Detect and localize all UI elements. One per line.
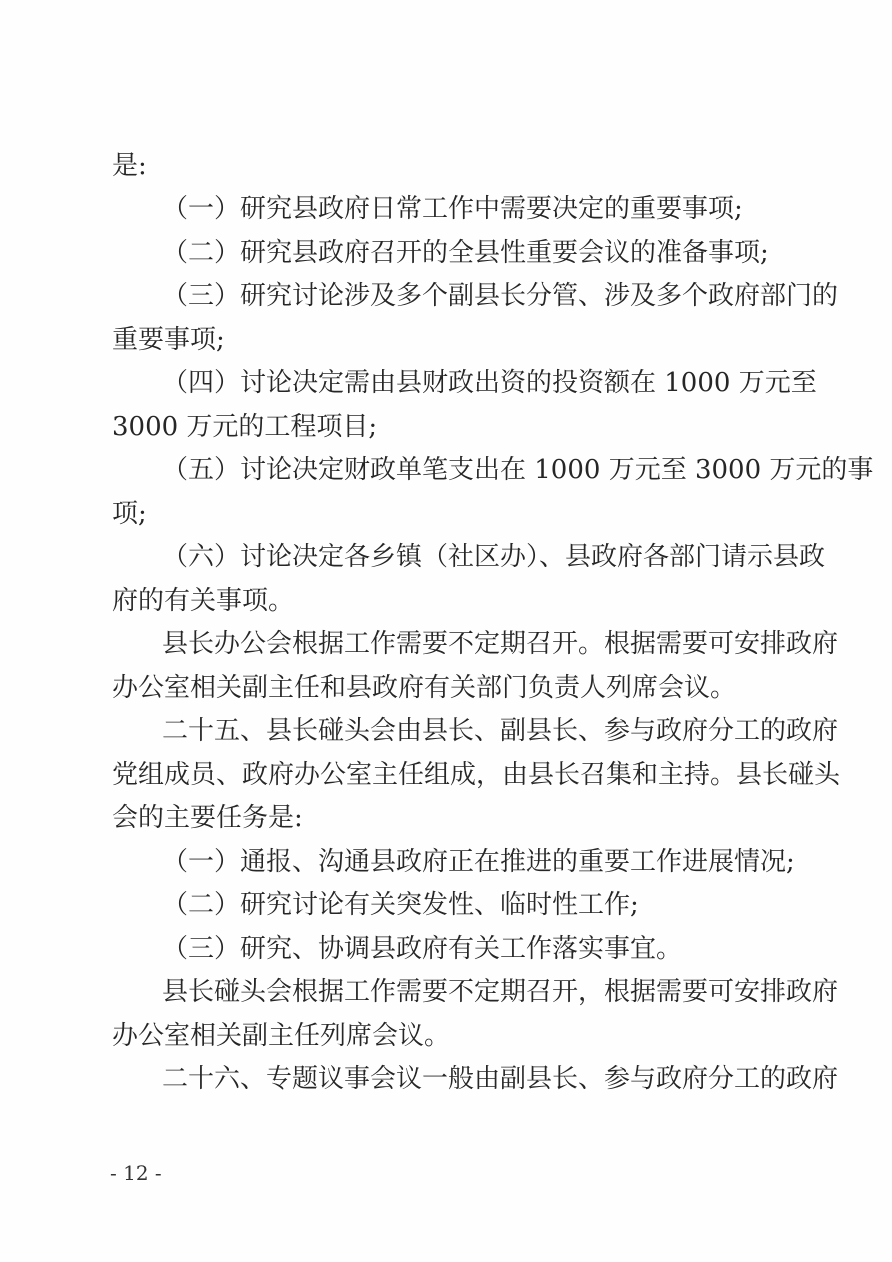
text-line <box>0 928 892 970</box>
text-line <box>0 754 892 796</box>
text-line <box>0 232 892 274</box>
text-line <box>0 493 892 535</box>
text-line-content: 3000 万元的工程项目; <box>112 412 378 442</box>
text-line <box>0 1015 892 1057</box>
text-line <box>0 145 892 187</box>
text-line-content: 办公室相关副主任列席会议。 <box>112 1021 451 1051</box>
text-line <box>0 971 892 1013</box>
text-line-content: 二十六、专题议事会议一般由副县长、参与政府分工的政府 <box>162 1064 839 1094</box>
text-line <box>0 797 892 839</box>
text-line-content: （一）通报、沟通县政府正在推进的重要工作进展情况; <box>162 847 795 877</box>
page-number: - 12 - <box>110 1161 162 1185</box>
text-line <box>0 188 892 230</box>
text-line-content: 县长碰头会根据工作需要不定期召开，根据需要可安排政府 <box>162 977 839 1007</box>
text-line-content: 是: <box>112 151 147 181</box>
text-line-content: 府的有关事项。 <box>112 586 295 616</box>
text-line-content: （三）研究、协调县政府有关工作落实事宜。 <box>162 934 683 964</box>
text-line-content: 会的主要任务是: <box>112 803 303 833</box>
text-line-content: （二）研究县政府召开的全县性重要会议的准备事项; <box>162 238 769 268</box>
text-line <box>0 884 892 926</box>
text-line-content: 县长办公会根据工作需要不定期召开。根据需要可安排政府 <box>162 629 839 659</box>
text-line-content: 办公室相关副主任和县政府有关部门负责人列席会议。 <box>112 673 737 703</box>
text-line <box>0 841 892 883</box>
text-line <box>0 580 892 622</box>
text-line-content: （二）研究讨论有关突发性、临时性工作; <box>162 890 639 920</box>
text-line-content: 项; <box>112 499 147 529</box>
text-line <box>0 710 892 752</box>
text-line-content: （一）研究县政府日常工作中需要决定的重要事项; <box>162 194 743 224</box>
text-line <box>0 667 892 709</box>
text-line-content: 二十五、县长碰头会由县长、副县长、参与政府分工的政府 <box>162 716 839 746</box>
text-line-content: （四）讨论决定需由县财政出资的投资额在 1000 万元至 <box>162 368 817 398</box>
text-line <box>0 319 892 361</box>
text-line <box>0 449 892 491</box>
text-line-content: 党组成员、政府办公室主任组成，由县长召集和主持。县长碰头 <box>112 760 841 790</box>
text-line <box>0 623 892 665</box>
text-line <box>0 1058 892 1100</box>
text-line-content: （六）讨论决定各乡镇（社区办）、县政府各部门请示县政 <box>162 542 826 572</box>
text-line-content: （三）研究讨论涉及多个副县长分管、涉及多个政府部门的 <box>162 281 839 311</box>
text-line <box>0 536 892 578</box>
text-line-content: （五）讨论决定财政单笔支出在 1000 万元至 3000 万元的事 <box>162 455 874 485</box>
text-line-content: 重要事项; <box>112 325 225 355</box>
text-line <box>0 406 892 448</box>
text-line <box>0 275 892 317</box>
text-line <box>0 362 892 404</box>
